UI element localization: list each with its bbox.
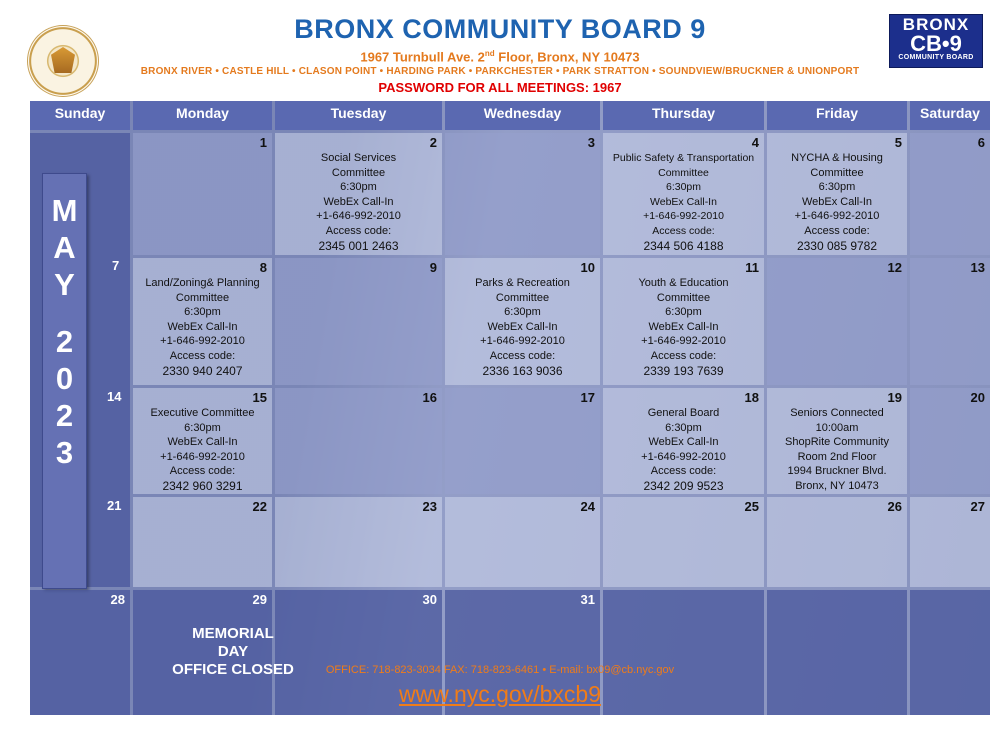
weekday-header: Tuesday bbox=[275, 101, 442, 130]
page-title: BRONX COMMUNITY BOARD 9 bbox=[294, 14, 706, 44]
event-executive-committee: Executive Committee 6:30pm WebEx Call-In +1-646-992-2010 Access code: 2342 960 3291 bbox=[150, 407, 255, 493]
day-cell-12: 12 bbox=[767, 258, 907, 385]
day-cell-28: 28 bbox=[30, 590, 130, 715]
weekday-header: Monday bbox=[133, 101, 272, 130]
weekday-header: Friday bbox=[767, 101, 907, 130]
day-cell-8: 8 Land/Zoning& Planning Committee 6:30pm WebEx Call-In +1-646-992-2010 Access code: 2330 940 2407 bbox=[133, 258, 272, 385]
day-number: 7 bbox=[112, 258, 120, 273]
day-cell-26: 26 bbox=[767, 497, 907, 587]
event-social-services: Social Services Committee 6:30pm WebEx Call-In +1-646-992-2010 Access code: 2345 001 2463 bbox=[316, 152, 401, 253]
day-cell-6: 6 bbox=[910, 133, 990, 255]
day-cell-9: 9 bbox=[275, 258, 442, 385]
event-land-zoning: Land/Zoning& Planning Committee 6:30pm WebEx Call-In +1-646-992-2010 Access code: 2330 940 2407 bbox=[145, 277, 260, 378]
day-cell-25: 25 bbox=[603, 497, 764, 587]
day-cell-17: 17 bbox=[445, 388, 600, 494]
neighborhood-list: BRONX RIVER • CASTLE HILL • CLASON POINT • HARDING PARK • PARKCHESTER • PARK STRATTON • SOUNDVIEW/BRUCKNER & UNIONPORT bbox=[140, 66, 860, 77]
day-number: 21 bbox=[107, 498, 122, 513]
weekday-header: Wednesday bbox=[445, 101, 600, 130]
day-cell-31: 31 bbox=[445, 590, 600, 715]
day-cell-18: 18 General Board 6:30pm WebEx Call-In +1-646-992-2010 Access code: 2342 209 9523 bbox=[603, 388, 764, 494]
day-cell-20: 20 bbox=[910, 388, 990, 494]
day-cell-15: 15 Executive Committee 6:30pm WebEx Call-In +1-646-992-2010 Access code: 2342 960 3291 bbox=[133, 388, 272, 494]
day-cell-4: 4 Public Safety & Transportation Committee 6:30pm WebEx Call-In +1-646-992-2010 Access code: 2344 506 4188 bbox=[603, 133, 764, 255]
weekday-header: Thursday bbox=[603, 101, 764, 130]
website-link[interactable]: www.nyc.gov/bxcb9 bbox=[399, 681, 601, 707]
day-cell-22: 22 bbox=[133, 497, 272, 587]
meeting-password: PASSWORD FOR ALL MEETINGS: 1967 bbox=[378, 80, 622, 95]
memorial-day-notice: MEMORIAL DAY OFFICE CLOSED bbox=[172, 625, 294, 678]
day-cell-19: 19 Seniors Connected 10:00am ShopRite Community Room 2nd Floor 1994 Bruckner Blvd. Bronx, NY 10473 bbox=[767, 388, 907, 494]
day-cell-11: 11 Youth & Education Committee 6:30pm WebEx Call-In +1-646-992-2010 Access code: 2339 193 7639 bbox=[603, 258, 764, 385]
event-parks-recreation: Parks & Recreation Committee 6:30pm WebEx Call-In +1-646-992-2010 Access code: 2336 163 9036 bbox=[475, 277, 570, 378]
day-cell-27: 27 bbox=[910, 497, 990, 587]
day-cell-10: 10 Parks & Recreation Committee 6:30pm WebEx Call-In +1-646-992-2010 Access code: 2336 163 9036 bbox=[445, 258, 600, 385]
day-cell-3: 3 bbox=[445, 133, 600, 255]
day-cell-2: 2 Social Services Committee 6:30pm WebEx Call-In +1-646-992-2010 Access code: 2345 001 2463 bbox=[275, 133, 442, 255]
month-label: M A Y 2 0 2 3 bbox=[42, 173, 87, 589]
event-seniors-connected: Seniors Connected 10:00am ShopRite Community Room 2nd Floor 1994 Bruckner Blvd. Bronx, NY 10473 bbox=[785, 407, 889, 492]
weekday-header: Sunday bbox=[30, 101, 130, 130]
day-cell-29: 29 bbox=[133, 590, 272, 715]
event-nycha-housing: NYCHA & Housing Committee 6:30pm WebEx Call-In +1-646-992-2010 Access code: 2330 085 9782 bbox=[791, 152, 883, 253]
day-number: 14 bbox=[107, 389, 122, 404]
event-public-safety: Public Safety & Transportation Committee 6:30pm WebEx Call-In +1-646-992-2010 Access code: 2344 506 4188 bbox=[612, 152, 755, 253]
day-cell-16: 16 bbox=[275, 388, 442, 494]
board-address: 1967 Turnbull Ave. 2nd Floor, Bronx, NY 10473 bbox=[360, 49, 640, 65]
calendar-grid bbox=[30, 101, 990, 715]
day-cell-13: 13 bbox=[910, 258, 990, 385]
day-cell-24: 24 bbox=[445, 497, 600, 587]
office-contact: OFFICE: 718-823-3034 FAX: 718-823-6461 • E-mail: bx09@cb.nyc.gov bbox=[325, 664, 675, 676]
day-cell-23: 23 bbox=[275, 497, 442, 587]
day-cell-5: 5 NYCHA & Housing Committee 6:30pm WebEx Call-In +1-646-992-2010 Access code: 2330 085 9782 bbox=[767, 133, 907, 255]
day-cell-30: 30 bbox=[275, 590, 442, 715]
event-youth-education: Youth & Education Committee 6:30pm WebEx Call-In +1-646-992-2010 Access code: 2339 193 7639 bbox=[638, 277, 729, 378]
event-general-board: General Board 6:30pm WebEx Call-In +1-646-992-2010 Access code: 2342 209 9523 bbox=[641, 407, 726, 493]
weekday-header: Saturday bbox=[910, 101, 990, 130]
day-cell-1: 1 bbox=[133, 133, 272, 255]
cb9-logo: BRONX CB•9 COMMUNITY BOARD bbox=[889, 14, 983, 68]
